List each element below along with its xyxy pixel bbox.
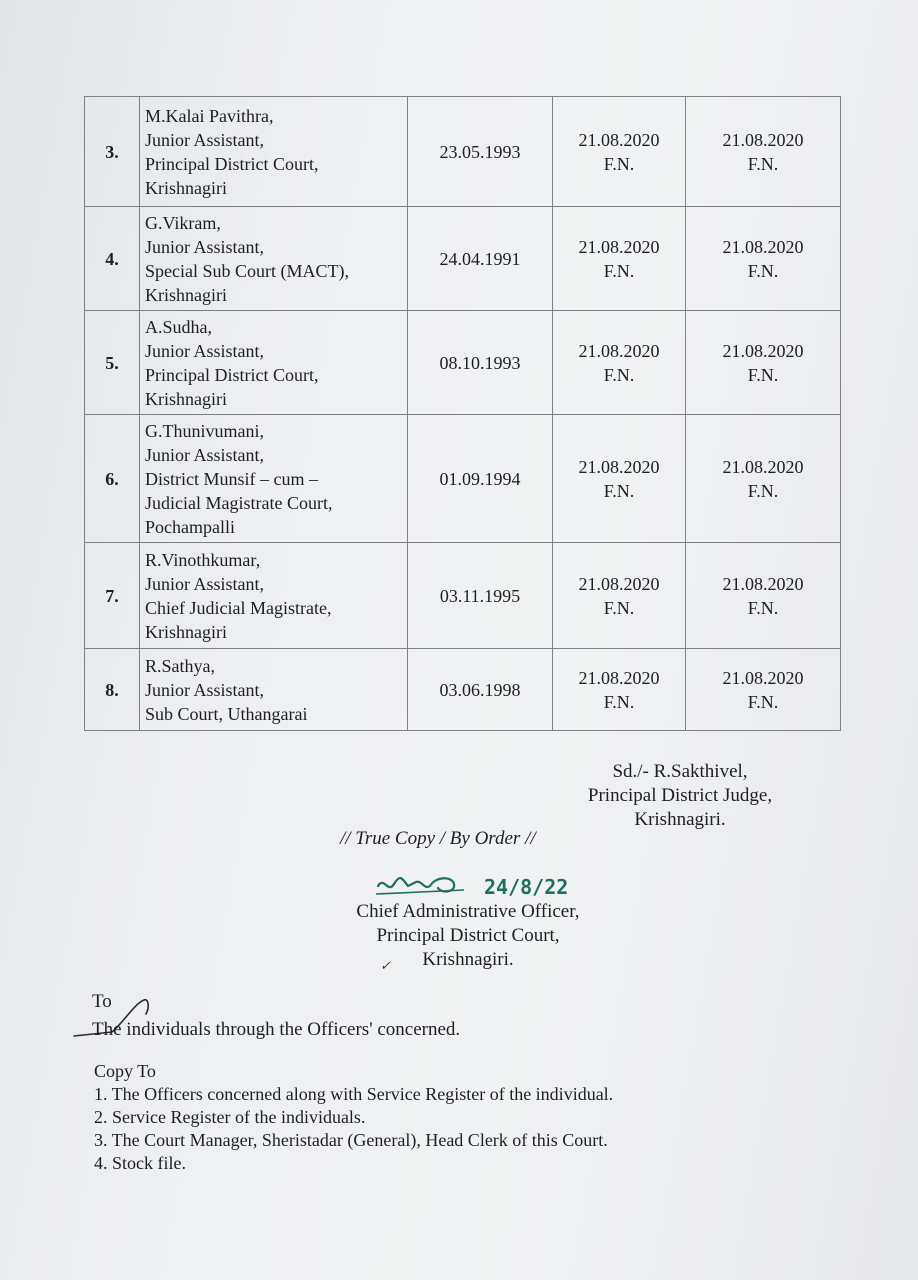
joining-date: 21.08.2020 bbox=[722, 573, 804, 594]
serial-number: 4. bbox=[105, 248, 119, 269]
joining-session: F.N. bbox=[747, 480, 779, 501]
relieved-session: F.N. bbox=[603, 597, 635, 618]
joining-date-cell bbox=[686, 207, 841, 311]
to-text: The individuals through the Officers' concerned. bbox=[92, 1019, 461, 1040]
table-row bbox=[85, 97, 841, 207]
table-row bbox=[85, 543, 841, 649]
date-of-birth: 03.06.1998 bbox=[439, 679, 521, 700]
joining-date-cell bbox=[686, 97, 841, 207]
name-line: District Munsif – cum – bbox=[145, 468, 318, 489]
name-line: Junior Assistant, bbox=[145, 236, 265, 257]
initials-mark: ✓ bbox=[380, 958, 391, 973]
date-of-birth: 23.05.1993 bbox=[439, 141, 521, 162]
date-of-birth-cell bbox=[408, 311, 553, 415]
name-line: Krishnagiri bbox=[145, 388, 227, 409]
relieved-session: F.N. bbox=[603, 364, 635, 385]
cao-block bbox=[318, 900, 618, 972]
name-line: Krishnagiri bbox=[145, 621, 227, 642]
to-section bbox=[92, 988, 460, 1044]
serial-cell bbox=[85, 311, 140, 415]
cao-office: Principal District Court, bbox=[376, 925, 560, 946]
serial-number: 8. bbox=[105, 679, 119, 700]
name-line: R.Vinothkumar, bbox=[145, 549, 261, 570]
name-line: Chief Judicial Magistrate, bbox=[145, 597, 332, 618]
name-line: Special Sub Court (MACT), bbox=[145, 260, 349, 281]
relieved-date: 21.08.2020 bbox=[578, 129, 660, 150]
name-line: Junior Assistant, bbox=[145, 129, 265, 150]
cao-place: Krishnagiri. bbox=[422, 949, 514, 970]
name-line: Junior Assistant, bbox=[145, 444, 265, 465]
name-designation-cell bbox=[140, 649, 408, 731]
date-of-birth-cell bbox=[408, 415, 553, 543]
serial-cell bbox=[85, 207, 140, 311]
joining-session: F.N. bbox=[747, 153, 779, 174]
date-of-birth: 03.11.1995 bbox=[439, 585, 521, 606]
name-line: Krishnagiri bbox=[145, 284, 227, 305]
relieved-date-cell bbox=[553, 649, 686, 731]
name-line: M.Kalai Pavithra, bbox=[145, 105, 274, 126]
relieved-date: 21.08.2020 bbox=[578, 236, 660, 257]
name-line: Junior Assistant, bbox=[145, 340, 265, 361]
date-of-birth: 08.10.1993 bbox=[439, 352, 521, 373]
serial-cell bbox=[85, 543, 140, 649]
relieved-date-cell bbox=[553, 311, 686, 415]
name-line: G.Vikram, bbox=[145, 212, 221, 233]
date-of-birth-cell bbox=[408, 543, 553, 649]
name-designation-cell bbox=[140, 311, 408, 415]
name-line: Principal District Court, bbox=[145, 153, 319, 174]
relieved-date: 21.08.2020 bbox=[578, 340, 660, 361]
table-row bbox=[85, 649, 841, 731]
joining-date-cell bbox=[686, 543, 841, 649]
true-copy-line: // True Copy / By Order // bbox=[340, 828, 536, 849]
table-row bbox=[85, 311, 841, 415]
handwritten-date: 24/8/22 bbox=[484, 875, 569, 899]
relieved-date-cell bbox=[553, 543, 686, 649]
relieved-session: F.N. bbox=[603, 260, 635, 281]
relieved-session: F.N. bbox=[603, 480, 635, 501]
relieved-date-cell bbox=[553, 97, 686, 207]
relieved-session: F.N. bbox=[603, 691, 635, 712]
name-designation-cell bbox=[140, 415, 408, 543]
signatory-name: Sd./- R.Sakthivel, bbox=[612, 761, 748, 782]
copy-to-label: Copy To bbox=[94, 1061, 156, 1081]
copy-to-item: 4. Stock file. bbox=[94, 1153, 186, 1173]
joining-date-cell bbox=[686, 649, 841, 731]
serial-cell bbox=[85, 415, 140, 543]
joining-date: 21.08.2020 bbox=[722, 129, 804, 150]
name-designation-cell bbox=[140, 543, 408, 649]
name-line: A.Sudha, bbox=[145, 316, 212, 337]
table-row bbox=[85, 415, 841, 543]
joining-session: F.N. bbox=[747, 597, 779, 618]
name-line: Sub Court, Uthangarai bbox=[145, 703, 308, 724]
name-designation-cell bbox=[140, 207, 408, 311]
relieved-date: 21.08.2020 bbox=[578, 573, 660, 594]
name-line: Principal District Court, bbox=[145, 364, 319, 385]
date-of-birth-cell bbox=[408, 97, 553, 207]
relieved-date-cell bbox=[553, 415, 686, 543]
cao-title: Chief Administrative Officer, bbox=[356, 901, 580, 922]
copy-to-section bbox=[94, 1060, 613, 1175]
relieved-date-cell bbox=[553, 207, 686, 311]
serial-number: 3. bbox=[105, 141, 119, 162]
name-line: Krishnagiri bbox=[145, 177, 227, 198]
serial-cell bbox=[85, 649, 140, 731]
signatory-title: Principal District Judge, bbox=[587, 785, 773, 806]
serial-cell bbox=[85, 97, 140, 207]
name-line: G.Thunivumani, bbox=[145, 420, 264, 441]
name-designation-cell bbox=[140, 97, 408, 207]
relieved-date: 21.08.2020 bbox=[578, 667, 660, 688]
relieved-date: 21.08.2020 bbox=[578, 456, 660, 477]
relieved-session: F.N. bbox=[603, 153, 635, 174]
to-label: To bbox=[92, 991, 112, 1012]
joining-date: 21.08.2020 bbox=[722, 456, 804, 477]
serial-number: 6. bbox=[105, 468, 119, 489]
date-of-birth-cell bbox=[408, 207, 553, 311]
serial-number: 7. bbox=[105, 585, 119, 606]
signatory-place: Krishnagiri. bbox=[634, 809, 726, 830]
date-of-birth: 24.04.1991 bbox=[439, 248, 521, 269]
name-line: Junior Assistant, bbox=[145, 679, 265, 700]
posting-table bbox=[84, 96, 841, 731]
joining-date-cell bbox=[686, 311, 841, 415]
joining-date-cell bbox=[686, 415, 841, 543]
joining-session: F.N. bbox=[747, 260, 779, 281]
serial-number: 5. bbox=[105, 352, 119, 373]
joining-session: F.N. bbox=[747, 691, 779, 712]
name-line: Pochampalli bbox=[145, 516, 235, 537]
copy-to-item: 1. The Officers concerned along with Service Register of the individual. bbox=[94, 1084, 614, 1104]
date-of-birth-cell bbox=[408, 649, 553, 731]
name-line: Junior Assistant, bbox=[145, 573, 265, 594]
copy-to-item: 2. Service Register of the individuals. bbox=[94, 1107, 366, 1127]
joining-date: 21.08.2020 bbox=[722, 340, 804, 361]
joining-session: F.N. bbox=[747, 364, 779, 385]
joining-date: 21.08.2020 bbox=[722, 236, 804, 257]
table-row bbox=[85, 207, 841, 311]
copy-to-item: 3. The Court Manager, Sheristadar (General), Head Clerk of this Court. bbox=[94, 1130, 608, 1150]
signatory-block bbox=[560, 760, 800, 832]
date-of-birth: 01.09.1994 bbox=[439, 468, 521, 489]
name-line: R.Sathya, bbox=[145, 655, 215, 676]
name-line: Judicial Magistrate Court, bbox=[145, 492, 333, 513]
joining-date: 21.08.2020 bbox=[722, 667, 804, 688]
